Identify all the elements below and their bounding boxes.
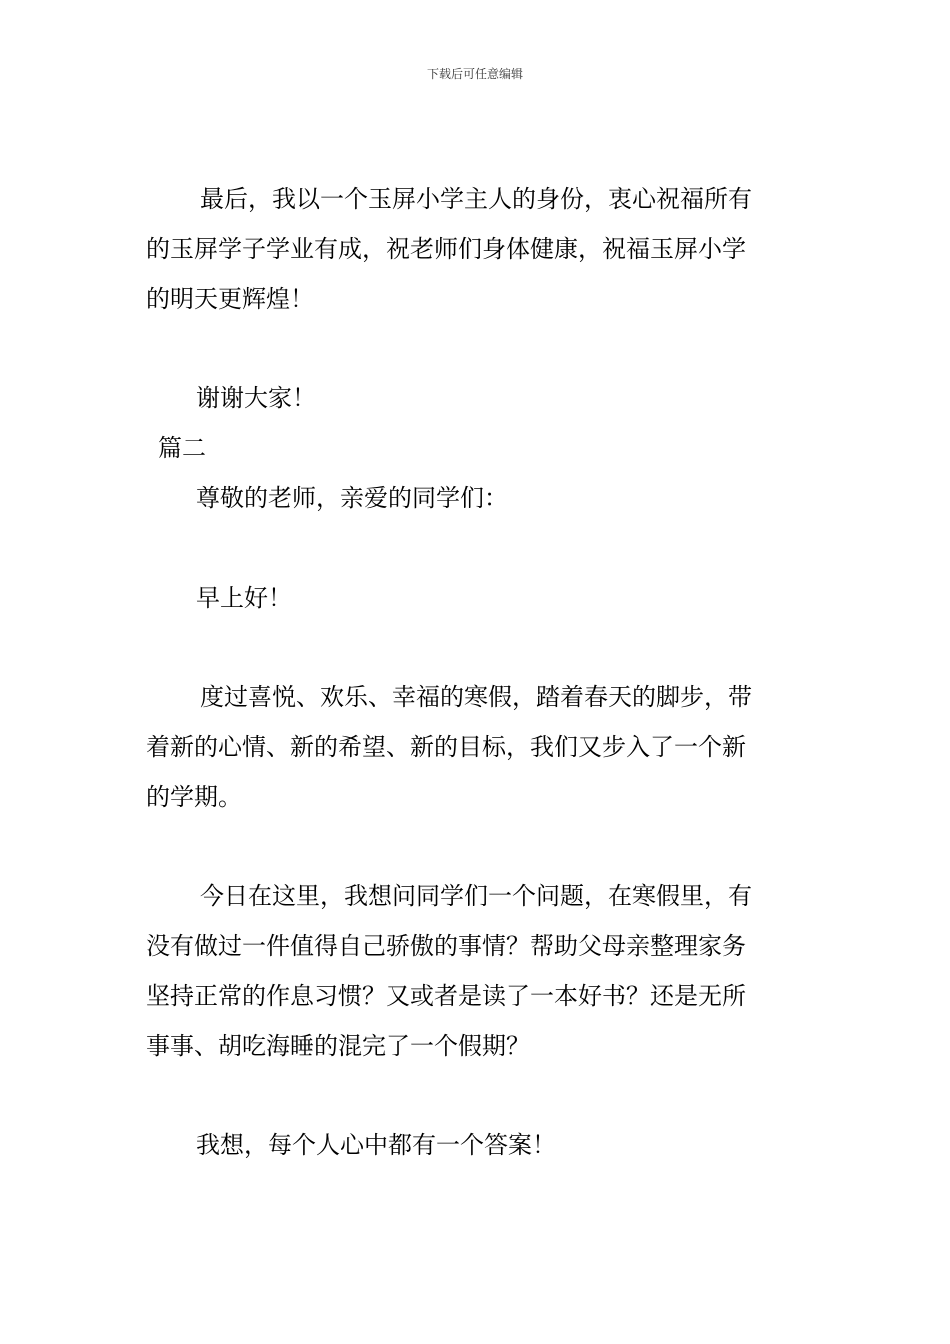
paragraph-line: 今日在这里，我想问同学们一个问题，在寒假里，有 <box>200 882 752 910</box>
paragraph-line: 着新的心情、新的希望、新的目标，我们又步入了一个新 <box>146 733 746 761</box>
section-title: 篇二 <box>158 434 206 462</box>
paragraph-line: 坚持正常的作息习惯？又或者是读了一本好书？还是无所 <box>146 982 746 1010</box>
paragraph-line: 的明天更辉煌！ <box>146 285 314 313</box>
paragraph-line: 的学期。 <box>146 783 242 811</box>
page-header-note: 下载后可任意编辑 <box>426 67 523 81</box>
paragraph-line: 的玉屏学子学业有成，祝老师们身体健康，祝福玉屏小学 <box>146 235 746 263</box>
paragraph-line: 没有做过一件值得自己骄傲的事情？帮助父母亲整理家务 <box>146 932 746 960</box>
paragraph-line: 事事、胡吃海睡的混完了一个假期？ <box>146 1032 530 1060</box>
morning-line: 早上好！ <box>196 584 292 612</box>
paragraph-line: 最后，我以一个玉屏小学主人的身份，衷心祝福所有 <box>200 185 752 213</box>
greeting-line: 尊敬的老师，亲爱的同学们： <box>196 484 508 512</box>
closing-line: 我想，每个人心中都有一个答案！ <box>196 1131 556 1159</box>
paragraph-line: 度过喜悦、欢乐、幸福的寒假，踏着春天的脚步，带 <box>200 683 752 711</box>
thanks-line: 谢谢大家！ <box>196 384 316 412</box>
